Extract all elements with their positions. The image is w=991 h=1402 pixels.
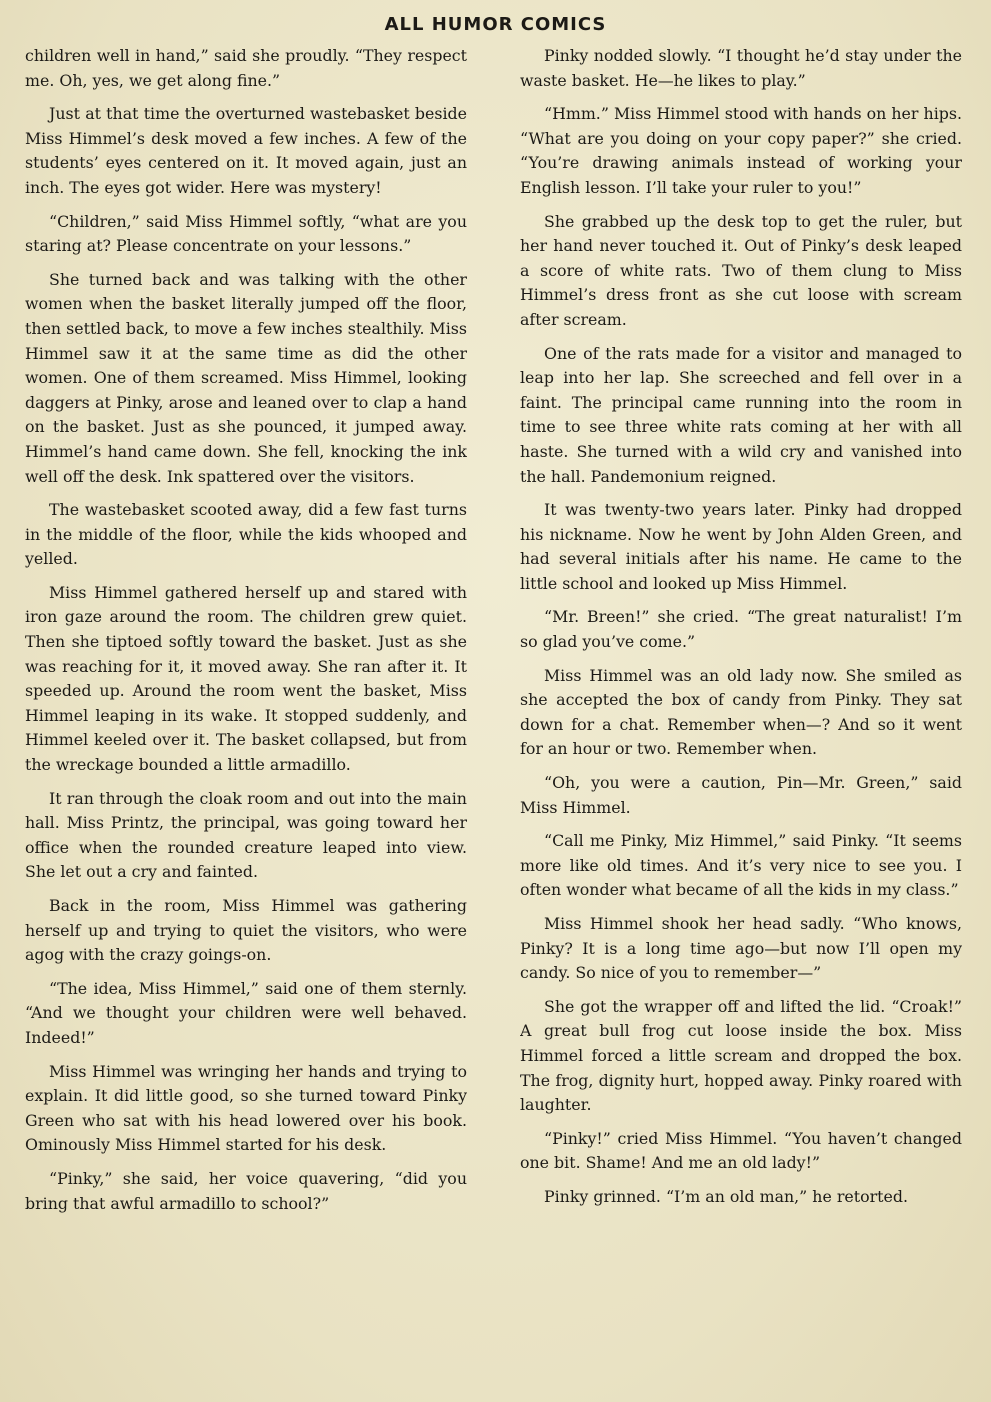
paragraph: It was twenty-two years later. Pinky had dropped his nickname. Now he went by John Alden Green, and had several initials after his name. He came to the little school and looked up Miss Himmel. — [520, 500, 962, 593]
paragraph: Pinky grinned. “I’m an old man,” he retorted. — [544, 1186, 908, 1206]
paragraph: Miss Himmel was an old lady now. She smiled as she accepted the box of candy from Pinky. They sat down for a chat. Remember when—? And so it went for an hour or two. Remember when. — [520, 665, 962, 759]
paragraph: “Mr. Breen!” she cried. “The great naturalist! I’m so glad you’ve come.” — [520, 607, 962, 652]
paragraph: Back in the room, Miss Himmel was gathering herself up and trying to quiet the visitors, who were agog with the crazy goings-on. — [25, 896, 467, 965]
paragraph: She grabbed up the desk top to get the ruler, but her hand never touched it. Out of Pinky’s desk leaped a score of white rats. Two of them clung to Miss Himmel’s dress front as she cut loose with scream after scream. — [520, 211, 962, 329]
paragraph: “Pinky!” cried Miss Himmel. “You haven’t changed one bit. Shame! And me an old lady!” — [520, 1128, 962, 1173]
paragraph: Miss Himmel was wringing her hands and trying to explain. It did little good, so she turned toward Pinky Green who sat with his head lowered over his book. Ominously Miss Himmel started for his desk. — [25, 1061, 467, 1155]
paragraph: Miss Himmel gathered herself up and stared with iron gaze around the room. The children grew quiet. Then she tiptoed softly toward the basket. Just as she was reaching for it, it moved away. She ran after it. It speeded up. Around the room went the basket, Miss Himmel leaping in its wake. It stopped suddenly, and Himmel keeled over it. The basket collapsed, but from the wreckage bounded a little armadillo. — [25, 582, 467, 775]
left-column — [25, 44, 467, 1389]
paragraph: “The idea, Miss Himmel,” said one of them sternly. “And we thought your children were well behaved. Indeed!” — [25, 978, 467, 1047]
paragraph: “Children,” said Miss Himmel softly, “what are you staring at? Please concentrate on your lessons.” — [25, 211, 467, 256]
paragraph: It ran through the cloak room and out into the main hall. Miss Printz, the principal, was going toward her office when the rounded creature leaped into view. She let out a cry and fainted. — [25, 788, 467, 882]
paragraph: One of the rats made for a visitor and managed to leap into her lap. She screeched and fell over in a faint. The principal came running into the room in time to see three white rats coming at her with all haste. She turned with a wild cry and vanished into the hall. Pandemonium reigned. — [520, 343, 962, 486]
running-header: ALL HUMOR COMICS — [384, 14, 607, 35]
paragraph: “Hmm.” Miss Himmel stood with hands on her hips. “What are you doing on your copy paper?” she cried. “You’re drawing animals instead of working your English lesson. I’ll take your ruler to you!” — [520, 104, 962, 197]
paragraph: Pinky nodded slowly. “I thought he’d stay under the waste basket. He—he likes to play.” — [520, 46, 962, 90]
paragraph: The wastebasket scooted away, did a few fast turns in the middle of the floor, while the kids whooped and yelled. — [25, 500, 467, 569]
paragraph: She got the wrapper off and lifted the lid. “Croak!” A great bull frog cut loose inside the box. Miss Himmel forced a little scream and dropped the box. The frog, dignity hurt, hopped away. Pinky roared with laughter. — [520, 996, 962, 1115]
right-column — [520, 44, 962, 1389]
paragraph: “Pinky,” she said, her voice quavering, “did you bring that awful armadillo to school?” — [25, 1168, 467, 1213]
paragraph: She turned back and was talking with the other women when the basket literally jumped off the floor, then settled back, to move a few inches stealthily. Miss Himmel saw it at the same time as did the other women. One of them screamed. Miss Himmel, looking daggers at Pinky, arose and leaned over to clap a hand on the basket. Just as she pounced, it jumped away. Himmel’s hand came down. She fell, knocking the ink well off the desk. Ink spattered over the visitors. — [25, 269, 467, 486]
paragraph: Miss Himmel shook her head sadly. “Who knows, Pinky? It is a long time ago—but now I’ll open my candy. So nice of you to remember—” — [520, 914, 962, 983]
paragraph: Just at that time the overturned wastebasket beside Miss Himmel’s desk moved a few inches. A few of the students’ eyes centered on it. It moved again, just an inch. The eyes got wider. Here was mystery! — [25, 104, 467, 197]
paragraph: “Call me Pinky, Miz Himmel,” said Pinky. “It seems more like old times. And it’s very nice to see you. I often wonder what became of all the kids in my class.” — [520, 831, 962, 900]
paragraph: “Oh, you were a caution, Pin—Mr. Green,” said Miss Himmel. — [520, 773, 962, 817]
paragraph: children well in hand,” said she proudly. “They respect me. Oh, yes, we get along fine.” — [25, 46, 467, 90]
